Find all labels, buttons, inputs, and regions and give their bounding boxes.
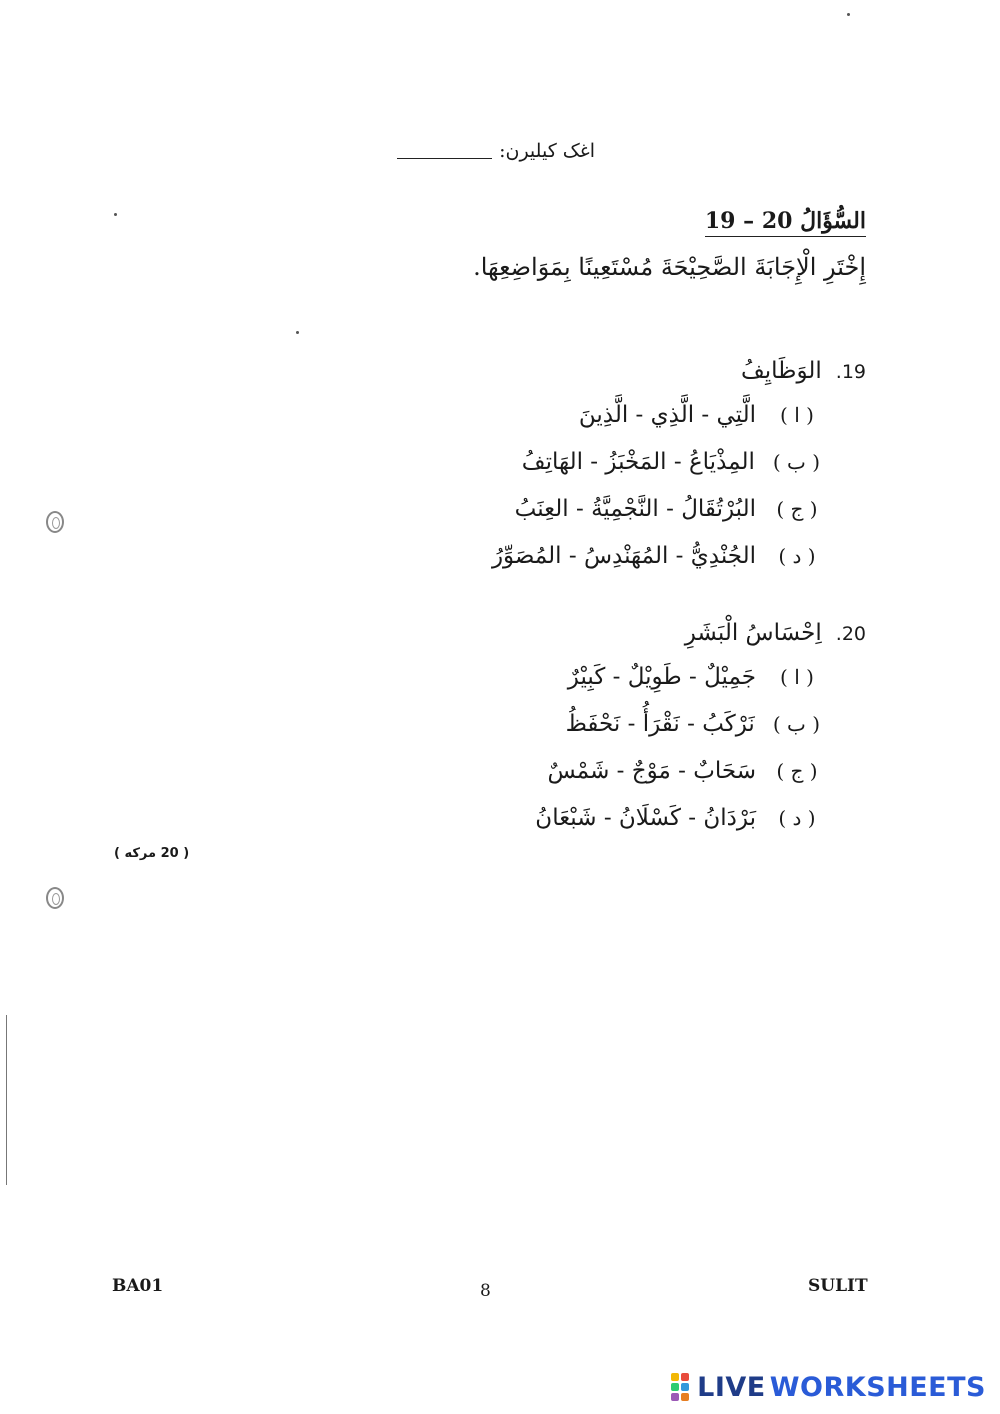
brand-text-live: LIVE	[697, 1372, 766, 1403]
instruction-text: إِخْتَرِ الْإِجَابَةَ الصَّحِيْحَةَ مُسْتَعِينًا بِمَوَاضِعِهَا.	[473, 253, 866, 281]
option-text: بَرْدَانُ - كَسْلَانُ - شَبْعَانُ	[535, 805, 756, 831]
option-text: جَمِيْلٌ - طَوِيْلٌ - كَبِيْرٌ	[567, 664, 756, 690]
name-label: اغک کیلیرن:	[499, 140, 595, 162]
page-number: 8	[480, 1281, 491, 1301]
option-letter: ( ج )	[776, 759, 818, 783]
option-letter: ( ب )	[772, 712, 820, 736]
option-text: الَّتِي - الَّذِي - الَّذِينَ	[578, 402, 756, 428]
scan-speck	[847, 13, 850, 16]
liveworksheets-logo	[671, 1372, 986, 1403]
question-title: الوَظَايِفُ	[740, 358, 822, 384]
scan-edge-line	[6, 1015, 7, 1185]
option-letter: ( د )	[778, 806, 816, 830]
paper-code: BA01	[112, 1276, 164, 1296]
classification-label: SULIT	[808, 1276, 868, 1296]
marks-label: ( 20 مركه )	[114, 846, 190, 861]
q19-option-b[interactable]	[522, 449, 820, 475]
scan-speck	[296, 331, 299, 334]
q19-option-a[interactable]	[579, 402, 820, 428]
option-letter: ( ج )	[776, 497, 818, 521]
option-text: سَحَابٌ - مَوْجٌ - شَمْسٌ	[547, 758, 756, 784]
question-20	[685, 620, 866, 646]
question-number: 20.	[835, 623, 866, 645]
liveworksheets-icon	[671, 1373, 693, 1403]
question-19	[741, 358, 866, 384]
option-letter: ( ا )	[780, 665, 814, 689]
question-title: اِحْسَاسُ الْبَشَرِ	[684, 620, 822, 646]
punch-hole	[46, 887, 64, 909]
punch-hole	[46, 511, 64, 533]
option-letter: ( د )	[778, 544, 816, 568]
q20-option-b[interactable]	[566, 711, 820, 737]
q19-option-d[interactable]	[492, 543, 820, 569]
question-number: 19.	[835, 361, 866, 383]
option-text: الجُنْدِيُّ - المُهَنْدِسُ - المُصَوِّرُ	[491, 543, 756, 569]
q20-option-d[interactable]	[535, 805, 820, 831]
option-text: البُرْتُقَالُ - النَّجْمِيَّةُ - العِنَبُ	[514, 496, 756, 522]
option-letter: ( ا )	[780, 403, 814, 427]
option-letter: ( ب )	[772, 450, 820, 474]
scan-speck	[114, 213, 117, 216]
q20-option-a[interactable]	[568, 664, 820, 690]
section-title: السُّؤَالُ 20 – 19	[705, 208, 866, 237]
name-blank-line	[397, 158, 492, 159]
option-text: المِذْيَاعُ - المَخْبَزُ - الهَاتِفُ	[521, 449, 755, 475]
brand-text-worksheets: WORKSHEETS	[769, 1372, 986, 1403]
q20-option-c[interactable]	[547, 758, 820, 784]
q19-option-c[interactable]	[515, 496, 820, 522]
option-text: نَرْكَبُ - نَقْرَأُ - نَحْفَظُ	[565, 711, 755, 737]
